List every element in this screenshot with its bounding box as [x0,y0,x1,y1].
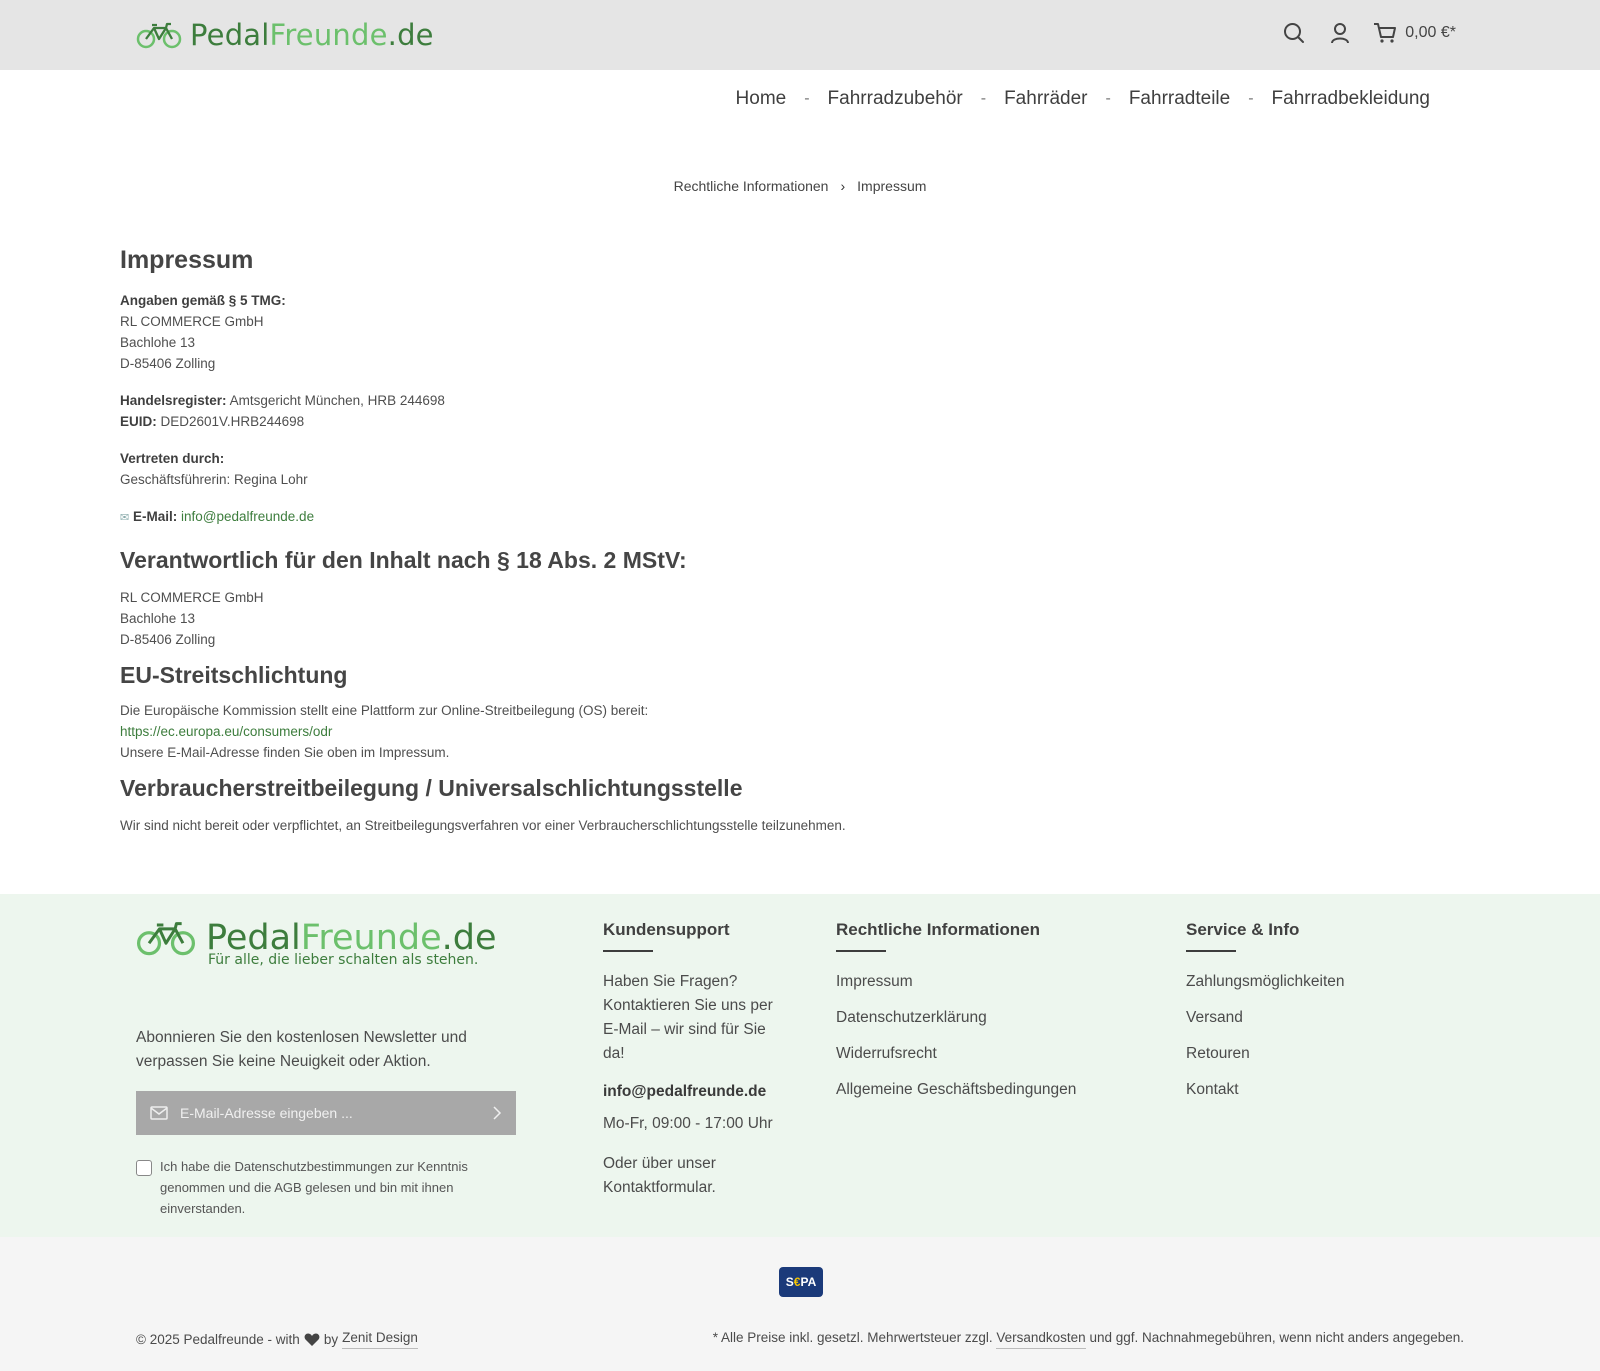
register-value: Amtsgericht München, HRB 244698 [229,393,445,408]
eu-dispute-text: Die Europäische Kommission stellt eine Plattform zur Online-Streitbeilegung (OS) bereit: [120,703,649,718]
resp-city: D-85406 Zolling [120,632,216,647]
footer-link-widerrufsrecht[interactable]: Widerrufsrecht [836,1045,937,1062]
company-block [120,290,1020,374]
footer-service-column [1186,918,1345,1114]
breadcrumb-parent[interactable]: Rechtliche Informationen [673,178,829,194]
odr-link[interactable]: https://ec.europa.eu/consumers/odr [120,724,333,739]
footer-link-agb[interactable]: Allgemeine Geschäftsbedingungen [836,1081,1077,1098]
heading-underline [603,950,653,952]
represented-label: Vertreten durch: [120,451,225,466]
bottom-bar [0,1237,1600,1371]
eu-dispute-block [120,700,1020,763]
footer-legal-column [836,918,1076,1114]
chevron-right-icon[interactable] [492,1105,502,1121]
copyright [136,1330,418,1349]
nav-separator: - [1105,90,1111,107]
support-hours: Mo-Fr, 09:00 - 17:00 Uhr [603,1115,773,1132]
page-title: Impressum [120,246,254,274]
email-block [120,506,1020,529]
search-button[interactable] [1281,20,1307,46]
footer-logo[interactable] [136,918,497,968]
zenit-design-link[interactable]: Zenit Design [342,1330,418,1349]
newsletter-text: Abonnieren Sie den kostenlosen Newsletter und verpassen Sie keine Neuigkeit oder Aktion. [136,1029,467,1070]
search-icon [1283,22,1305,44]
company-name: RL COMMERCE GmbH [120,314,264,329]
site-footer [0,894,1600,1237]
copyright-text: © 2025 Pedalfreunde - with [136,1332,300,1347]
tmg-label: Angaben gemäß § 5 TMG: [120,293,286,308]
nav-separator: - [804,90,810,107]
header-actions [1281,20,1456,46]
footer-link-datenschutz[interactable]: Datenschutzerklärung [836,1009,987,1026]
newsletter-consent[interactable] [136,1156,496,1219]
footer-logo-text: PedalFreunde.de [206,918,497,958]
vat-prefix: * Alle Preise inkl. gesetzl. Mehrwertsteuer zzgl. [712,1330,993,1345]
bicycle-icon [136,20,182,50]
account-button[interactable] [1327,20,1353,46]
site-header [0,0,1600,70]
eu-dispute-note: Unsere E-Mail-Adresse finden Sie oben im Impressum. [120,745,450,760]
footer-link-zahlung[interactable]: Zahlungsmöglichkeiten [1186,973,1345,990]
logo-text: PedalFreunde.de [190,18,434,52]
vat-suffix: und ggf. Nachnahmegebühren, wenn nicht anders angegeben. [1089,1330,1464,1345]
site-logo[interactable] [136,16,434,54]
service-heading: Service & Info [1186,920,1300,939]
footer-slogan: Für alle, die lieber schalten als stehen. [208,952,479,968]
support-text: Haben Sie Fragen? Kontaktieren Sie uns per E-Mail – wir sind für Sie da! [603,973,773,1062]
nav-item-fahrradbekleidung[interactable]: Fahrradbekleidung [1271,88,1430,109]
copyright-by: by [323,1332,339,1347]
nav-item-fahrradzubehoer[interactable]: Fahrradzubehör [827,88,963,109]
footer-link-kontakt[interactable]: Kontakt [1186,1081,1239,1098]
breadcrumb [0,178,1600,194]
euid-label: EUID: [120,414,157,429]
nav-separator: - [980,90,987,107]
nav-item-fahrraeder[interactable]: Fahrräder [1004,88,1088,109]
consumer-dispute-heading: Verbraucherstreitbeilegung / Universalschlichtungsstelle [120,775,743,801]
support-heading: Kundensupport [603,920,730,939]
legal-heading: Rechtliche Informationen [836,920,1041,939]
euid-value: DED2601V.HRB244698 [160,414,305,429]
heading-underline [836,950,886,952]
main-navigation [736,88,1430,110]
footer-support-column [603,918,773,1200]
heart-icon [304,1333,320,1347]
cart-total: 0,00 €* [1405,24,1456,41]
cart-button[interactable] [1373,22,1456,44]
nav-separator: - [1248,90,1254,107]
newsletter-placeholder: E-Mail-Adresse eingeben ... [180,1105,353,1121]
eu-dispute-heading: EU-Streitschlichtung [120,662,348,688]
responsible-block [120,587,1020,650]
email-link[interactable]: info@pedalfreunde.de [181,509,315,524]
shipping-costs-link[interactable]: Versandkosten [996,1330,1085,1349]
sepa-payment-logo: S € PA [779,1267,823,1297]
consent-checkbox[interactable] [136,1160,152,1176]
user-icon [1330,22,1350,44]
support-email[interactable]: info@pedalfreunde.de [603,1083,767,1100]
represented-block [120,448,1020,490]
footer-link-impressum[interactable]: Impressum [836,973,913,990]
nav-item-home[interactable]: Home [735,88,787,109]
support-contact-form[interactable]: Oder über unser Kontaktformular. [603,1155,716,1196]
resp-company: RL COMMERCE GmbH [120,590,264,605]
cart-icon [1373,22,1397,44]
represented-value: Geschäftsführerin: Regina Lohr [120,472,308,487]
breadcrumb-current[interactable]: Impressum [857,178,927,194]
consumer-dispute-text: Wir sind nicht bereit oder verpflichtet, an Streitbeilegungsverfahren vor einer Verbraucherschlichtungsstelle teilzunehmen. [120,818,846,833]
register-block [120,390,1020,432]
newsletter-email-input[interactable] [136,1091,516,1135]
impressum-content [120,244,1020,836]
company-city: D-85406 Zolling [120,356,216,371]
register-label: Handelsregister: [120,393,227,408]
consent-text: Ich habe die Datenschutzbestimmungen zur Kenntnis genommen und die AGB gelesen und bin mit ihnen einverstanden. [160,1159,468,1216]
resp-street: Bachlohe 13 [120,611,196,626]
footer-link-retouren[interactable]: Retouren [1186,1045,1250,1062]
chevron-right-icon: › [840,178,846,194]
nav-item-fahrradteile[interactable]: Fahrradteile [1128,88,1231,109]
company-street: Bachlohe 13 [120,335,196,350]
email-label: E-Mail: [132,509,178,524]
envelope-icon: ✉ [120,512,130,524]
vat-notice [713,1330,1464,1345]
responsible-heading: Verantwortlich für den Inhalt nach § 18 Abs. 2 MStV: [120,547,687,573]
mail-icon [150,1106,168,1120]
heading-underline [1186,950,1236,952]
bicycle-icon [136,918,196,958]
footer-link-versand[interactable]: Versand [1186,1009,1243,1026]
